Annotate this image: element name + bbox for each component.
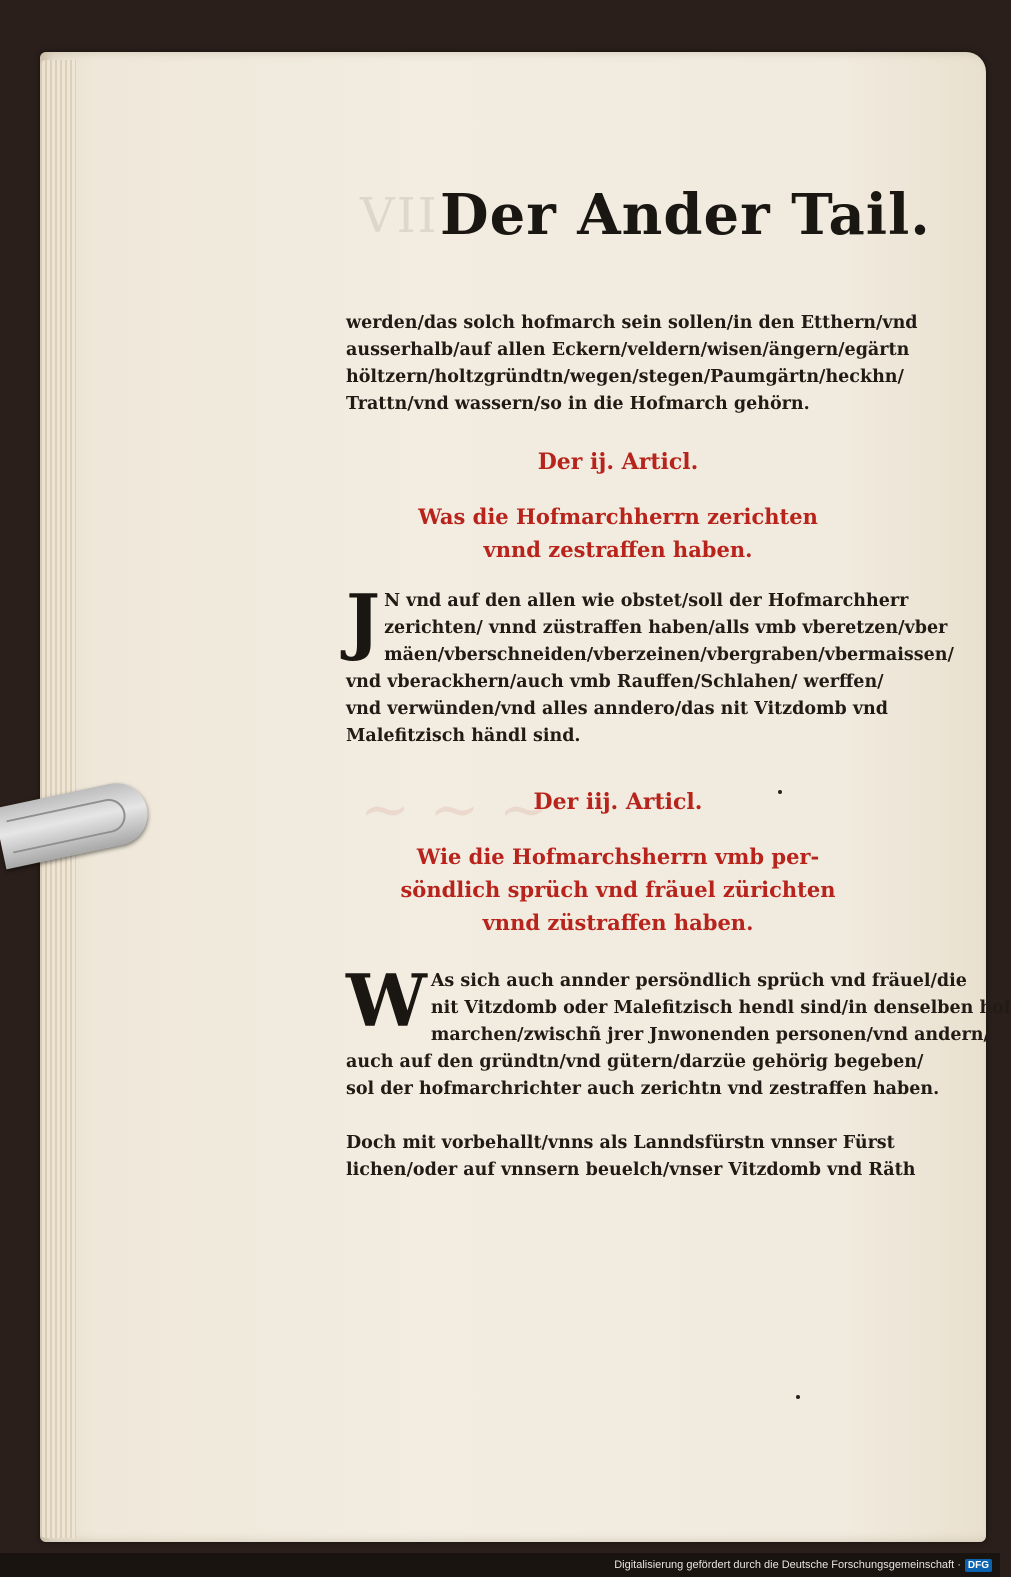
closing-paragraph [346, 1130, 916, 1184]
intro-paragraph [346, 310, 918, 418]
article-2-subtitle [346, 500, 890, 566]
drop-cap-initial: J [346, 578, 381, 663]
bleed-through-ornament: ~ ~ ~ [360, 775, 549, 845]
footer-credit [614, 1556, 992, 1574]
text-line: auch auf den gründtn/vnd gütern/darzüe gehörig begeben/ [346, 1052, 924, 1072]
drop-cap-initial: W [346, 958, 427, 1043]
text-line: Doch mit vorbehallt/vnns als Lanndsfürstn vnnser Fürst [346, 1133, 895, 1153]
dfg-logo: DFG [965, 1559, 992, 1572]
ink-speck [778, 790, 782, 794]
text-line: As sich auch annder persöndlich sprüch vnd fräuel/die [430, 971, 967, 991]
text-line: Trattn/vnd wassern/so in die Hofmarch gehörn. [346, 394, 810, 414]
subtitle-line: Wie die Hofmarchsherrn vmb per- [416, 844, 820, 869]
article-3-subtitle [346, 840, 890, 939]
text-line: Malefitzisch händl sind. [346, 726, 581, 746]
text-line: zerichten/ vnnd züstraffen haben/alls vmb vberetzen/vber [384, 618, 948, 638]
text-line: lichen/oder auf vnnsern beuelch/vnser Vitzdomb vnd Räth [346, 1160, 916, 1180]
text-line: ausserhalb/auf allen Eckern/veldern/wisen/ängern/egärtn [346, 340, 910, 360]
text-line: sol der hofmarchrichter auch zerichtn vnd zestraffen haben. [346, 1079, 940, 1099]
article-2-body [346, 578, 954, 750]
bleed-through-numeral: VII [360, 188, 439, 244]
article-3-title: Der iij. Articl. [533, 789, 703, 815]
article-2-title: Der ij. Articl. [537, 449, 699, 475]
subtitle-line: Was die Hofmarchherrn zerichten [418, 504, 818, 529]
text-line: werden/das solch hofmarch sein sollen/in den Etthern/vnd [346, 313, 918, 333]
text-line: vnd vberackhern/auch vmb Rauffen/Schlahen/ werffen/ [346, 672, 884, 692]
text-line: mäen/vberschneiden/vberzeinen/vbergraben/vbermaissen/ [384, 645, 954, 665]
subtitle-line: söndlich sprüch vnd fräuel zürichten [400, 877, 836, 902]
article-3-body [346, 958, 1011, 1103]
text-line: N vnd auf den allen wie obstet/soll der Hofmarchherr [384, 591, 909, 611]
footer-text: Digitalisierung gefördert durch die Deutsche Forschungsgemeinschaft · [614, 1559, 961, 1571]
ink-speck [796, 1395, 800, 1399]
text-line: vnd verwünden/vnd alles anndero/das nit Vitzdomb vnd [346, 699, 889, 719]
subtitle-line: vnnd zestraffen haben. [483, 537, 753, 562]
page-clip-inner [6, 796, 128, 854]
text-line: marchen/zwischñ jrer Jnwonenden personen/vnd andern/ [430, 1025, 990, 1045]
subtitle-line: vnnd züstraffen haben. [482, 910, 754, 935]
text-line: höltzern/holtzgründtn/wegen/stegen/Paumgärtn/heckhn/ [346, 367, 904, 387]
text-line: nit Vitzdomb oder Malefitzisch hendl sind/in denselben hof [430, 998, 1011, 1018]
page-header-title: Der Ander Tail. [440, 182, 931, 248]
